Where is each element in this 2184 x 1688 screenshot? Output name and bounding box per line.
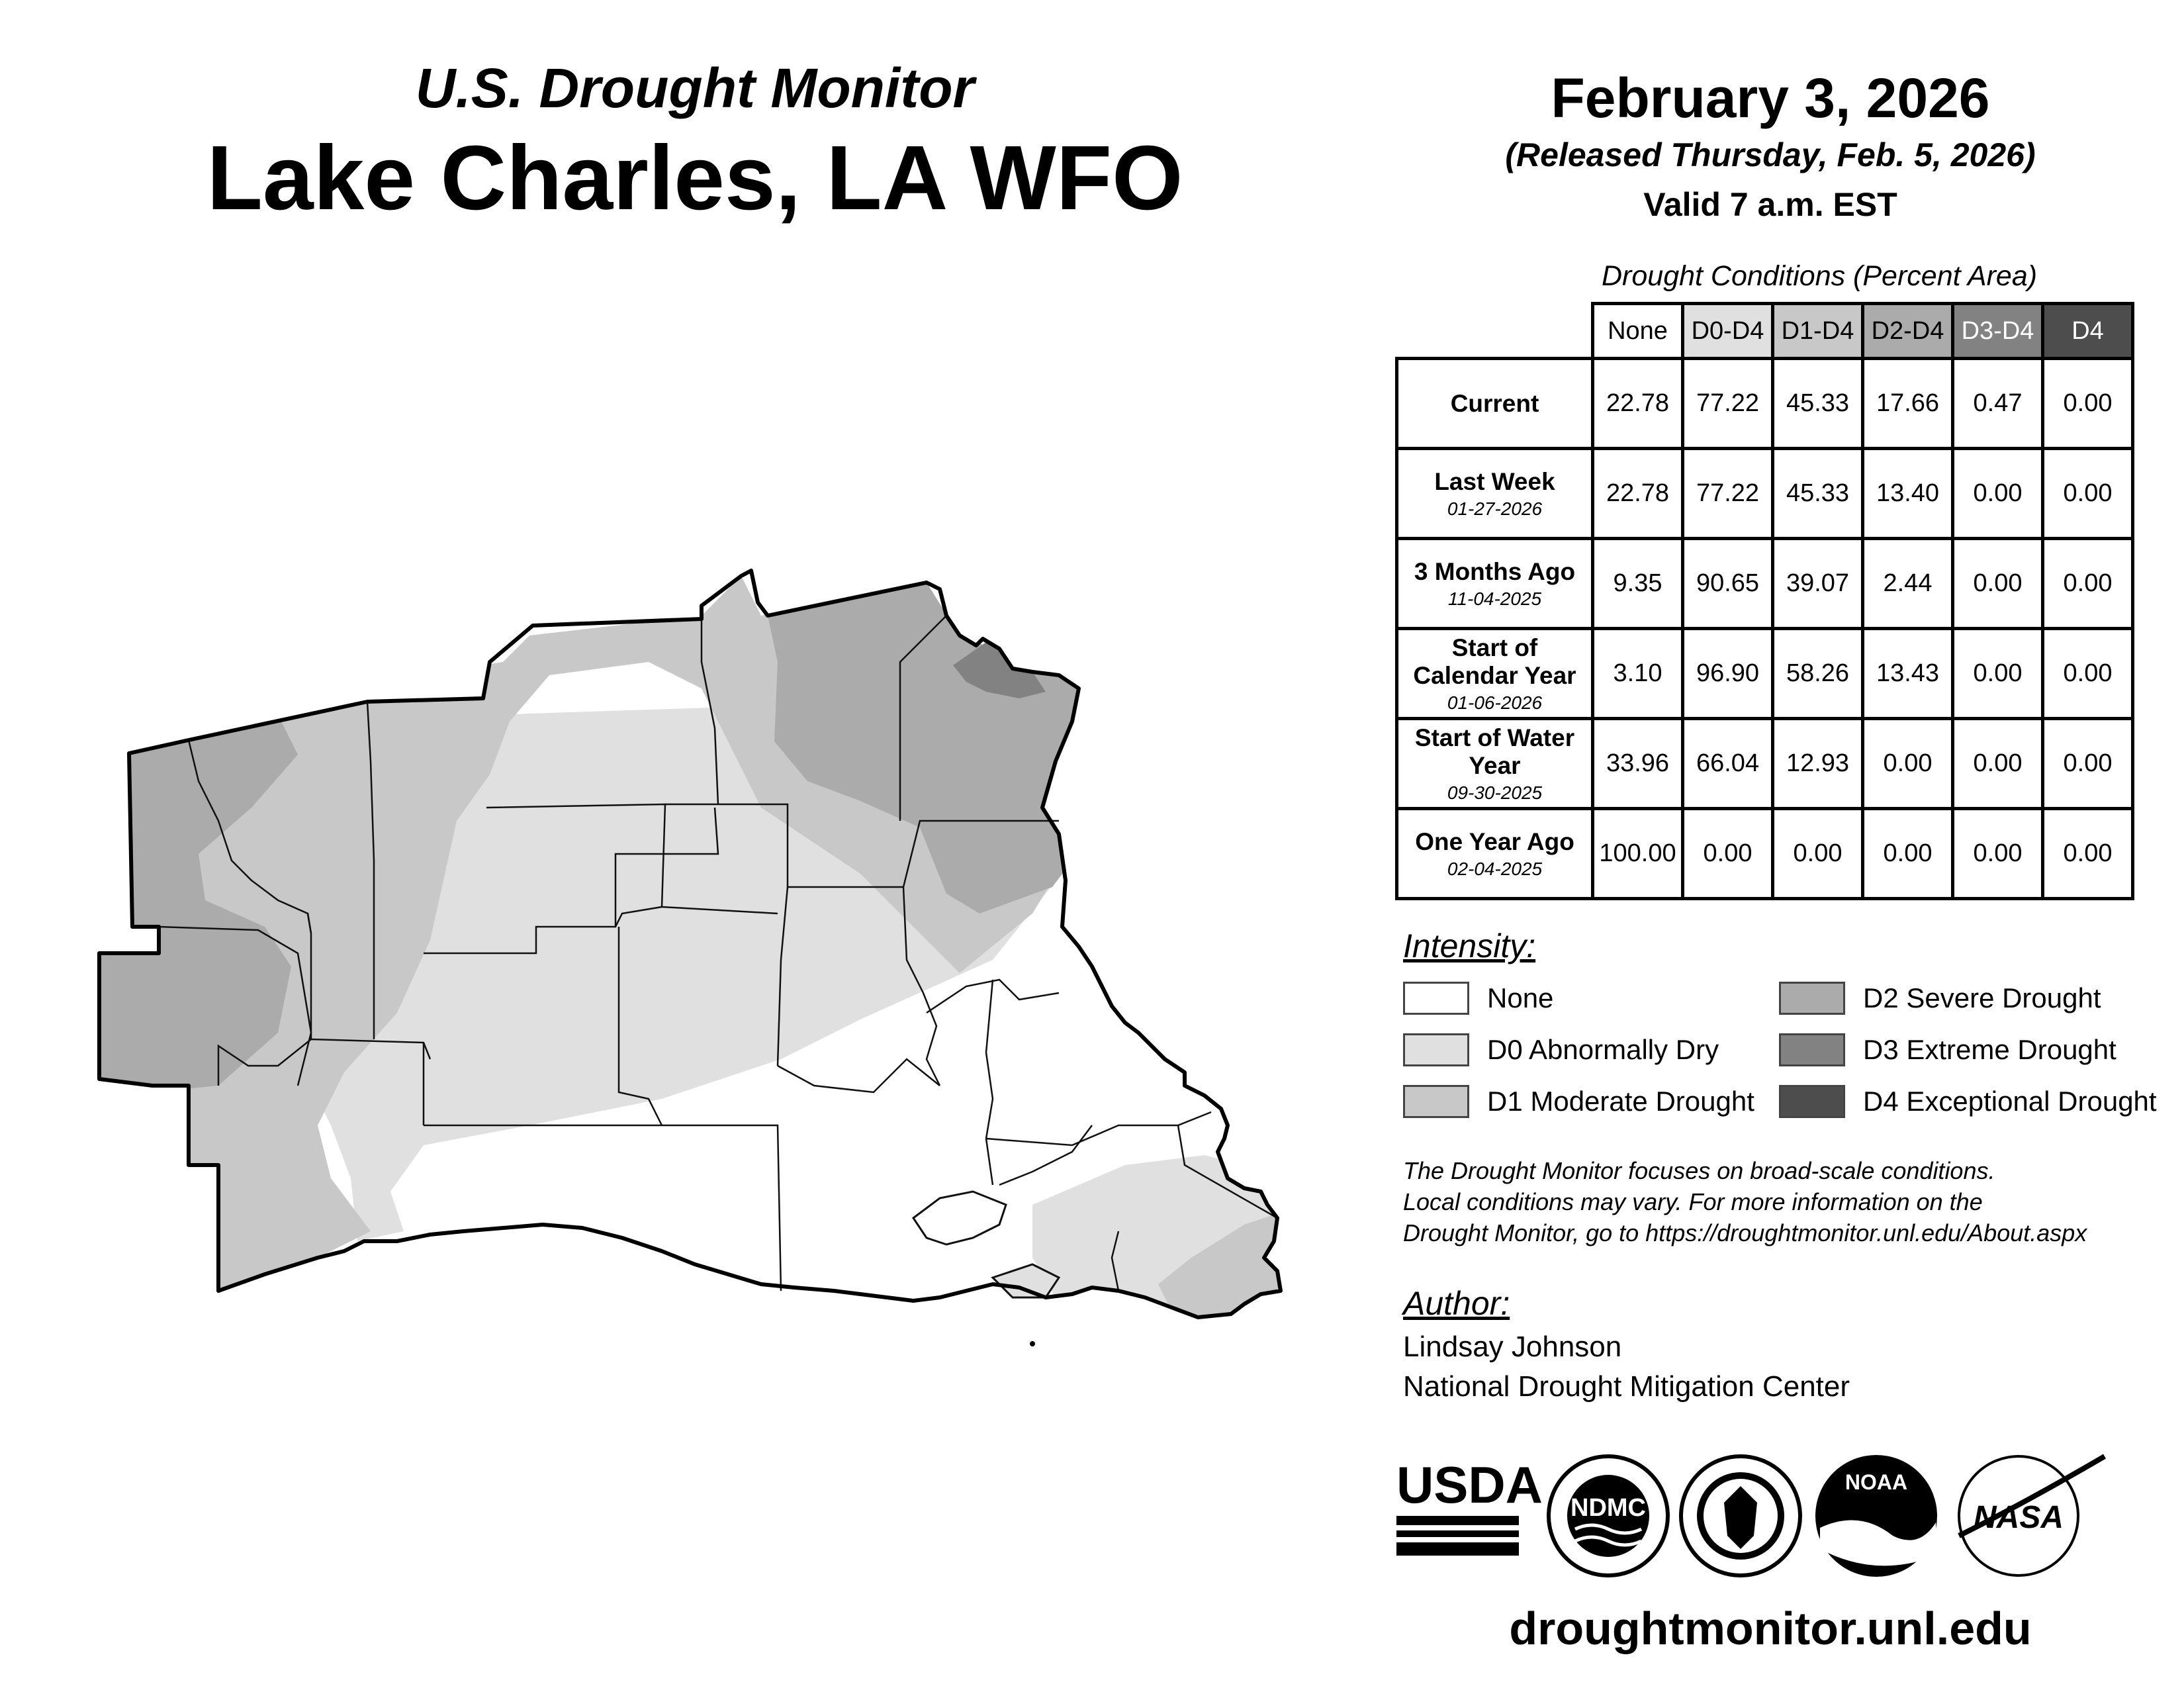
note-line: The Drought Monitor focuses on broad-scale conditions. [1403, 1157, 1995, 1184]
table-cell: 0.00 [2043, 629, 2133, 719]
row-date: 02-04-2025 [1447, 858, 1543, 879]
table-cell: 0.00 [1953, 629, 2043, 719]
table-cell: 58.26 [1773, 629, 1863, 719]
map-subtitle: U.S. Drought Monitor [415, 57, 975, 119]
table-cell: 22.78 [1593, 449, 1683, 539]
drought-map [86, 563, 1297, 1357]
noaa-logo-text: NOAA [1844, 1470, 1908, 1494]
table-cell: 9.35 [1593, 539, 1683, 629]
table-header-row [1397, 304, 2133, 359]
table-cell: 17.66 [1863, 359, 1953, 449]
legend-swatch-d0 [1403, 1033, 1469, 1066]
table-cell: 0.00 [1953, 449, 2043, 539]
legend-swatch-d4 [1779, 1085, 1845, 1118]
row-name: Last Week [1434, 467, 1555, 495]
row-date: 09-30-2025 [1447, 782, 1543, 803]
noaa-logo [1815, 1455, 1937, 1577]
table-cell: 0.00 [2043, 449, 2133, 539]
row-name: Start of Water Year [1414, 724, 1575, 779]
table-cell: 77.22 [1683, 359, 1773, 449]
legend-label-d2: D2 Severe Drought [1863, 982, 2101, 1013]
usda-logo-text: USDA [1396, 1456, 1543, 1514]
table-cell: 39.07 [1773, 539, 1863, 629]
table-cell: 22.78 [1593, 359, 1683, 449]
usda-logo [1396, 1456, 1543, 1556]
table-cell: 0.00 [2043, 539, 2133, 629]
header-d2-d4: D2-D4 [1863, 304, 1953, 359]
table-cell: 0.00 [2043, 719, 2133, 809]
legend-label-none: None [1487, 982, 1554, 1013]
header-d4: D4 [2043, 304, 2133, 359]
table-cell: 13.40 [1863, 449, 1953, 539]
legend-swatch-d3 [1779, 1033, 1845, 1066]
legend-label-d4: D4 Exceptional Drought [1863, 1086, 2157, 1117]
nasa-logo-text: NASA [1973, 1500, 2064, 1535]
table-cell: 100.00 [1593, 809, 1683, 899]
table-cell: 0.00 [1683, 809, 1773, 899]
author-organization: National Drought Mitigation Center [1403, 1370, 1850, 1403]
legend-label-d0: D0 Abnormally Dry [1487, 1034, 1719, 1065]
table-cell: 0.47 [1953, 359, 2043, 449]
table-cell: 45.33 [1773, 359, 1863, 449]
table-cell: 0.00 [1953, 809, 2043, 899]
row-label [1397, 809, 1593, 899]
table-row [1397, 449, 2133, 539]
table-cell: 0.00 [1863, 809, 1953, 899]
table-cell: 96.90 [1683, 629, 1773, 719]
row-name: Start of Calendar Year [1413, 633, 1576, 689]
table-row [1397, 539, 2133, 629]
table-cell: 66.04 [1683, 719, 1773, 809]
ndmc-logo [1549, 1456, 1668, 1575]
ndmc-logo-text: NDMC [1570, 1494, 1646, 1522]
table-cell: 0.00 [1773, 809, 1863, 899]
table-cell: 33.96 [1593, 719, 1683, 809]
header-d0-d4: D0-D4 [1683, 304, 1773, 359]
header-none: None [1593, 304, 1683, 359]
header-d3-d4: D3-D4 [1953, 304, 2043, 359]
table-row [1397, 359, 2133, 449]
note-line: Local conditions may vary. For more information on the [1403, 1188, 1983, 1215]
row-label [1397, 539, 1593, 629]
table-cell: 12.93 [1773, 719, 1863, 809]
table-cell: 0.00 [2043, 359, 2133, 449]
table-cell: 0.00 [1863, 719, 1953, 809]
disclaimer-note [1403, 1155, 2184, 1248]
row-name: One Year Ago [1415, 827, 1574, 855]
table-row [1397, 719, 2133, 809]
legend-swatch-none [1403, 982, 1469, 1015]
row-name: 3 Months Ago [1414, 557, 1576, 585]
valid-time: Valid 7 a.m. EST [1643, 186, 1897, 223]
author-name: Lindsay Johnson [1403, 1331, 1622, 1363]
table-cell: 45.33 [1773, 449, 1863, 539]
map-date: February 3, 2026 [1551, 67, 1990, 129]
table-row [1397, 809, 2133, 899]
legend-label-d1: D1 Moderate Drought [1487, 1086, 1754, 1117]
release-date: (Released Thursday, Feb. 5, 2026) [1505, 136, 2036, 173]
commerce-logo [1681, 1456, 1800, 1575]
table-cell: 0.00 [1953, 539, 2043, 629]
table-cell: 2.44 [1863, 539, 1953, 629]
table-caption: Drought Conditions (Percent Area) [1602, 260, 2038, 292]
legend-label-d3: D3 Extreme Drought [1863, 1034, 2116, 1065]
legend-swatch-d2 [1779, 982, 1845, 1015]
note-line: Drought Monitor, go to https://droughtmonitor.unl.edu/About.aspx [1403, 1219, 2087, 1246]
table-cell: 90.65 [1683, 539, 1773, 629]
row-label [1397, 449, 1593, 539]
legend-swatch-d1 [1403, 1085, 1469, 1118]
row-label [1397, 629, 1593, 719]
drought-conditions-table [1395, 302, 2134, 900]
table-cell: 0.00 [1953, 719, 2043, 809]
header-blank [1397, 304, 1593, 359]
table-cell: 13.43 [1863, 629, 1953, 719]
island-dot [1030, 1341, 1035, 1346]
map-title: Lake Charles, LA WFO [206, 127, 1183, 229]
row-date: 11-04-2025 [1447, 588, 1542, 609]
table-row [1397, 629, 2133, 719]
header-d1-d4: D1-D4 [1773, 304, 1863, 359]
table-cell: 77.22 [1683, 449, 1773, 539]
row-name: Current [1450, 389, 1539, 417]
author-heading: Author: [1403, 1285, 1510, 1322]
nasa-logo [1959, 1456, 2105, 1575]
agency-logos [1396, 1450, 2131, 1589]
row-date: 01-27-2026 [1447, 498, 1543, 519]
row-date: 01-06-2026 [1447, 692, 1543, 713]
website-link[interactable]: droughtmonitor.unl.edu [1509, 1603, 2032, 1654]
row-label [1397, 359, 1593, 449]
table-cell: 3.10 [1593, 629, 1683, 719]
row-label [1397, 719, 1593, 809]
legend-heading: Intensity: [1403, 927, 1536, 964]
table-cell: 0.00 [2043, 809, 2133, 899]
